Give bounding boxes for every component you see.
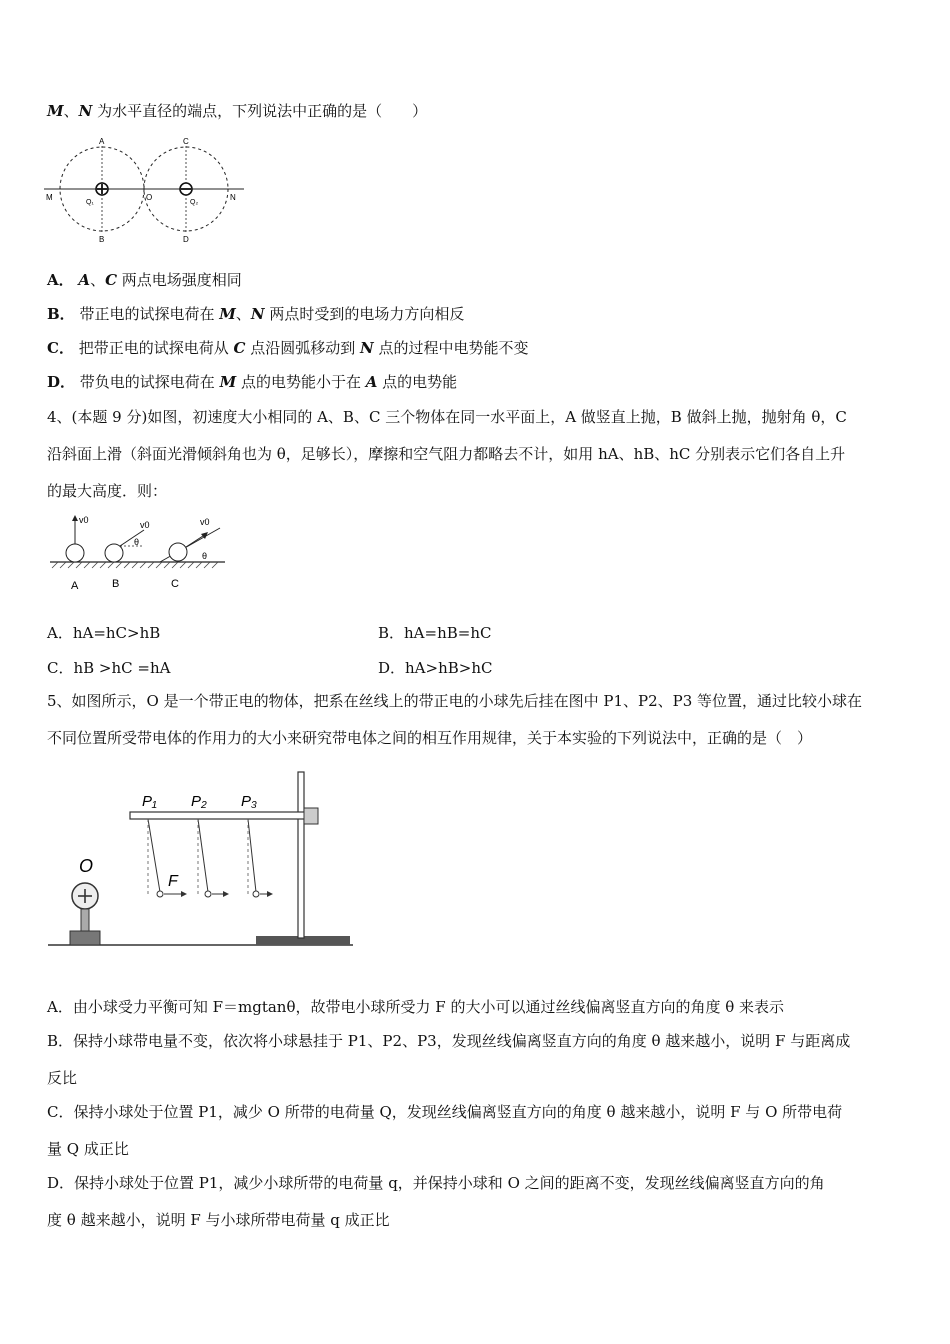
- q3-option-a-part2: C: [105, 271, 118, 289]
- q3-label-c: C: [183, 137, 189, 146]
- q5-option-c-line2: 量 Q 成正比: [47, 1140, 129, 1158]
- q5-label-p3: P₃: [241, 793, 257, 810]
- q4-ball-a: [66, 544, 84, 562]
- q3-stem-n: N: [78, 102, 93, 120]
- q3-option-b-part4: 两点时受到的电场力方向相反: [264, 305, 465, 323]
- q4-ground-hatch: [52, 562, 218, 568]
- q4-option-b: B．hA=hB=hC: [378, 624, 492, 642]
- q4-label-v0-a: v0: [79, 515, 89, 525]
- q3-stem-rest: 为水平直径的端点，下列说法中正确的是（ ）: [92, 102, 428, 120]
- q4-option-a: A．hA=hC>hB: [47, 624, 161, 642]
- q3-stem: [47, 100, 427, 122]
- q3-option-c-label: C．: [47, 339, 74, 357]
- q3-positive-charge-icon: [96, 183, 108, 195]
- q3-option-d-part4: 点的电势能: [377, 373, 458, 391]
- q4-figure: [50, 512, 230, 594]
- q5-arrowhead-3: [267, 891, 273, 897]
- q3-label-o: O: [146, 193, 153, 202]
- q5-label-p1: P₁: [142, 793, 157, 810]
- q5-label-f: F: [168, 873, 178, 890]
- q4-incline: [160, 528, 220, 562]
- q5-ball-2: [205, 891, 211, 897]
- q4-option-d: D．hA>hB>hC: [378, 659, 493, 677]
- q3-option-b-label: B．: [47, 305, 75, 323]
- q5-option-a: A．由小球受力平衡可知 F＝mgtanθ，故带电小球所受力 F 的大小可以通过丝线偏离竖直方向的角度 θ 来表示: [47, 998, 785, 1016]
- q3-option-c-part0: 把带正电的试探电荷从: [78, 339, 234, 357]
- q3-option-c-part1: C: [233, 339, 246, 357]
- q5-ball-3: [253, 891, 259, 897]
- q3-option-d-part2: 点的电势能小于在: [236, 373, 366, 391]
- q5-force-arrowhead: [181, 891, 187, 897]
- q3-negative-charge-icon: [180, 183, 192, 195]
- q5-option-d-line1: D．保持小球处于位置 P1，减少小球所带的电荷量 q，并保持小球和 O 之间的距离不变，发现丝线偏离竖直方向的角: [47, 1174, 825, 1192]
- q5-charged-body: [70, 883, 100, 945]
- q4-stem-line3: 的最大高度．则：: [47, 482, 168, 500]
- q5-option-b-line2: 反比: [47, 1069, 78, 1087]
- q5-arrowhead-2: [223, 891, 229, 897]
- q4-label-theta-b: θ: [134, 537, 140, 547]
- q3-option-d-label: D．: [47, 373, 76, 391]
- q5-clamp: [304, 808, 318, 824]
- q5-ball-1: [157, 891, 163, 897]
- q4-option-c: C．hB >hC =hA: [47, 659, 171, 677]
- q3-stem-m: M: [47, 102, 64, 120]
- q5-option-d-line2: 度 θ 越来越小，说明 F 与小球所带电荷量 q 成正比: [47, 1211, 390, 1229]
- q5-thread-3: [248, 819, 256, 892]
- q3-label-m: M: [46, 193, 53, 202]
- q5-stem-line2: 不同位置所受带电体的作用力的大小来研究带电体之间的相互作用规律，关于本实验的下列说法中，正确的是（ ）: [47, 729, 813, 747]
- q4-label-v0-b: v0: [140, 520, 150, 530]
- q3-option-a-part3: 两点电场强度相同: [117, 271, 242, 289]
- q5-figure: [48, 770, 358, 950]
- q3-option-d-part1: M: [219, 373, 237, 391]
- q5-crossbar: [130, 812, 316, 819]
- q5-label-p2: P₂: [191, 793, 207, 810]
- q3-option-c-part3: N: [360, 339, 374, 357]
- q3-option-b-part3: N: [250, 305, 265, 323]
- q3-option-b-part2: 、: [235, 305, 251, 323]
- q5-thread-1: [148, 819, 160, 892]
- q3-stem-sep: 、: [63, 102, 79, 120]
- q3-option-d-part0: 带负电的试探电荷在: [79, 373, 220, 391]
- q5-label-o: O: [79, 856, 94, 876]
- q3-option-b: [47, 303, 464, 325]
- q3-option-c-part2: 点沿圆弧移动到: [245, 339, 361, 357]
- q3-option-b-part0: 带正电的试探电荷在: [79, 305, 220, 323]
- q5-option-c-line1: C．保持小球处于位置 P1，减少 O 所带的电荷量 Q，发现丝线偏离竖直方向的角度 θ 越来越小，说明 F 与 O 所带电荷: [47, 1103, 843, 1121]
- q3-label-q2: Q₂: [190, 199, 199, 206]
- q3-figure: [44, 134, 249, 246]
- q4-arrow-b: [120, 530, 144, 546]
- q3-option-a-label: A．: [47, 271, 74, 289]
- q3-label-b: B: [99, 235, 105, 244]
- q3-option-d: [47, 371, 457, 393]
- q3-option-a: [47, 269, 242, 291]
- q4-arrowhead-a: [72, 515, 78, 521]
- q4-stem-line1: 4、(本题 9 分)如图，初速度大小相同的 A、B、C 三个物体在同一水平面上，A 做竖直上抛，B 做斜上抛，抛射角 θ，C: [47, 408, 847, 426]
- q4-label-c: C: [171, 578, 179, 590]
- q3-option-a-part0: A: [78, 271, 91, 289]
- q5-option-b-line1: B．保持小球带电量不变，依次将小球悬挂于 P1、P2、P3，发现丝线偏离竖直方向的角度 θ 越来越小，说明 F 与距离成: [47, 1032, 851, 1050]
- q5-stem-line1: 5、如图所示，O 是一个带正电的物体，把系在丝线上的带正电的小球先后挂在图中 P1、P2、P3 等位置，通过比较小球在: [47, 692, 863, 710]
- q4-stem-line2: 沿斜面上滑（斜面光滑倾斜角也为 θ，足够长），摩擦和空气阻力都略去不计，如用 hA、hB、hC 分别表示它们各自上升: [47, 445, 846, 463]
- q3-label-a: A: [99, 137, 105, 146]
- q4-label-a: A: [71, 580, 79, 592]
- q3-label-q1: Q₁: [86, 199, 94, 206]
- q3-option-d-part3: A: [365, 373, 378, 391]
- q4-label-v0-c: v0: [200, 517, 210, 527]
- q3-option-c-part4: 点的过程中电势能不变: [373, 339, 529, 357]
- q4-ball-b: [105, 544, 123, 562]
- q5-stand-pole: [298, 772, 304, 938]
- q3-option-c: [47, 337, 529, 359]
- q4-label-theta-c: θ: [202, 551, 208, 561]
- q5-thread-2: [198, 819, 208, 892]
- q3-option-b-part1: M: [219, 305, 236, 323]
- q3-label-n: N: [230, 193, 236, 202]
- q4-label-b: B: [112, 578, 120, 590]
- q4-ball-c: [169, 543, 187, 561]
- q3-label-d: D: [183, 235, 189, 244]
- q3-option-a-part1: 、: [90, 271, 106, 289]
